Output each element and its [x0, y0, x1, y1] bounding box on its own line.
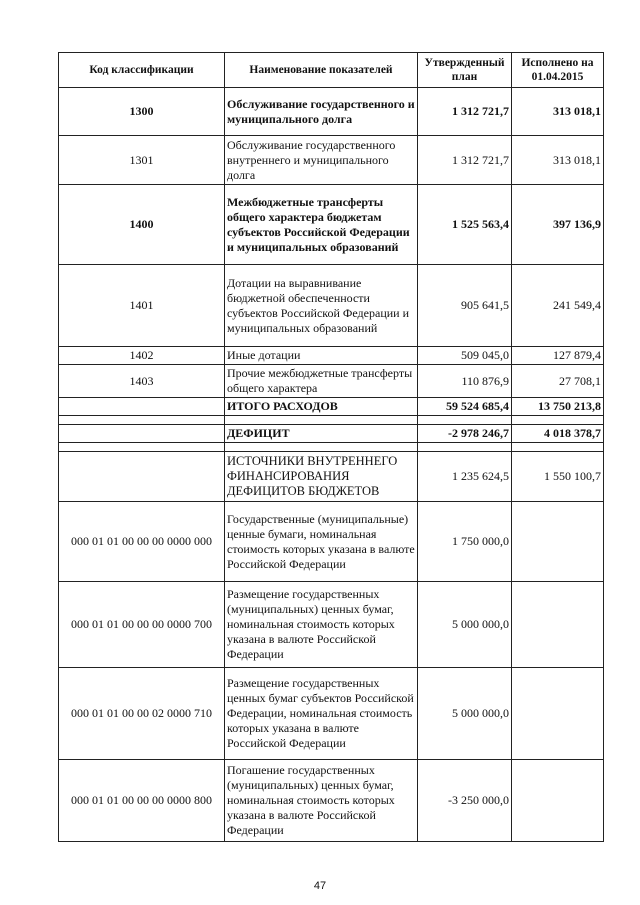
row-plan: -3 250 000,0: [418, 760, 512, 842]
row-done: 1 550 100,7: [512, 452, 604, 502]
row-plan: 110 876,9: [418, 365, 512, 398]
page-number: 47: [313, 880, 327, 892]
table-row: [59, 452, 604, 502]
row-name: Обслуживание государственного внутреннего и муниципального долга: [225, 136, 418, 185]
table-row: [59, 760, 604, 842]
row-name: Размещение государственных (муниципальных) ценных бумаг, номинальная стоимость которых указана в валюте Российской Федерации: [225, 582, 418, 668]
row-done: [512, 502, 604, 582]
row-done: 127 879,4: [512, 347, 604, 365]
table-row-total: [59, 398, 604, 416]
header-code: Код классификации: [59, 53, 225, 88]
table-row: [59, 365, 604, 398]
row-plan: 59 524 685,4: [418, 398, 512, 416]
row-code: 000 01 01 00 00 00 0000 800: [59, 760, 225, 842]
table-row: [59, 668, 604, 760]
row-name: Межбюджетные трансферты общего характера бюджетам субъектов Российской Федерации и муниципальных образований: [225, 185, 418, 265]
row-name: Иные дотации: [225, 347, 418, 365]
row-plan: 1 525 563,4: [418, 185, 512, 265]
row-name: Обслуживание государственного и муниципального долга: [225, 88, 418, 136]
row-plan: 509 045,0: [418, 347, 512, 365]
row-done: 27 708,1: [512, 365, 604, 398]
row-name: Погашение государственных (муниципальных) ценных бумаг, номинальная стоимость которых указана в валюте Российской Федерации: [225, 760, 418, 842]
table-row: [59, 347, 604, 365]
row-code: [59, 452, 225, 502]
row-name: Дотации на выравнивание бюджетной обеспеченности субъектов Российской Федерации и муниципальных образований: [225, 265, 418, 347]
row-code: 1401: [59, 265, 225, 347]
row-plan: 1 750 000,0: [418, 502, 512, 582]
row-plan: 905 641,5: [418, 265, 512, 347]
row-done: [512, 582, 604, 668]
row-done: 313 018,1: [512, 88, 604, 136]
row-code: [59, 398, 225, 416]
row-code: 000 01 01 00 00 00 0000 000: [59, 502, 225, 582]
table-row: [59, 185, 604, 265]
table-row: [59, 136, 604, 185]
table-row-deficit: [59, 425, 604, 443]
row-code: [59, 425, 225, 443]
row-plan: 5 000 000,0: [418, 668, 512, 760]
header-name: Наименование показателей: [225, 53, 418, 88]
row-done: 241 549,4: [512, 265, 604, 347]
table-row: [59, 88, 604, 136]
row-plan: 1 312 721,7: [418, 88, 512, 136]
row-done: [512, 760, 604, 842]
row-name: ИТОГО РАСХОДОВ: [225, 398, 418, 416]
row-done: 13 750 213,8: [512, 398, 604, 416]
row-name: ИСТОЧНИКИ ВНУТРЕННЕГО ФИНАНСИРОВАНИЯ ДЕФИЦИТОВ БЮДЖЕТОВ: [225, 452, 418, 502]
row-done: 313 018,1: [512, 136, 604, 185]
row-done: 397 136,9: [512, 185, 604, 265]
row-plan: 1 235 624,5: [418, 452, 512, 502]
header-plan: Утвержденный план: [418, 53, 512, 88]
row-code: 1400: [59, 185, 225, 265]
row-code: 000 01 01 00 00 00 0000 700: [59, 582, 225, 668]
row-code: 1402: [59, 347, 225, 365]
row-plan: 5 000 000,0: [418, 582, 512, 668]
spacer-row: [59, 416, 604, 425]
row-name: ДЕФИЦИТ: [225, 425, 418, 443]
row-name: Государственные (муниципальные) ценные бумаги, номинальная стоимость которых указана в валюте Российской Федерации: [225, 502, 418, 582]
table-row: [59, 582, 604, 668]
row-plan: 1 312 721,7: [418, 136, 512, 185]
row-name: Размещение государственных ценных бумаг субъектов Российской Федерации, номинальная стоимость которых указана в валюте Российской Федерации: [225, 668, 418, 760]
budget-table: [58, 52, 604, 842]
table-header-row: [59, 53, 604, 88]
row-code: 1403: [59, 365, 225, 398]
row-code: 000 01 01 00 00 02 0000 710: [59, 668, 225, 760]
row-done: [512, 668, 604, 760]
row-name: Прочие межбюджетные трансферты общего характера: [225, 365, 418, 398]
row-code: 1300: [59, 88, 225, 136]
table-row: [59, 502, 604, 582]
table-row: [59, 265, 604, 347]
header-done: Исполнено на 01.04.2015: [512, 53, 604, 88]
row-done: 4 018 378,7: [512, 425, 604, 443]
row-code: 1301: [59, 136, 225, 185]
row-plan: -2 978 246,7: [418, 425, 512, 443]
spacer-row: [59, 443, 604, 452]
